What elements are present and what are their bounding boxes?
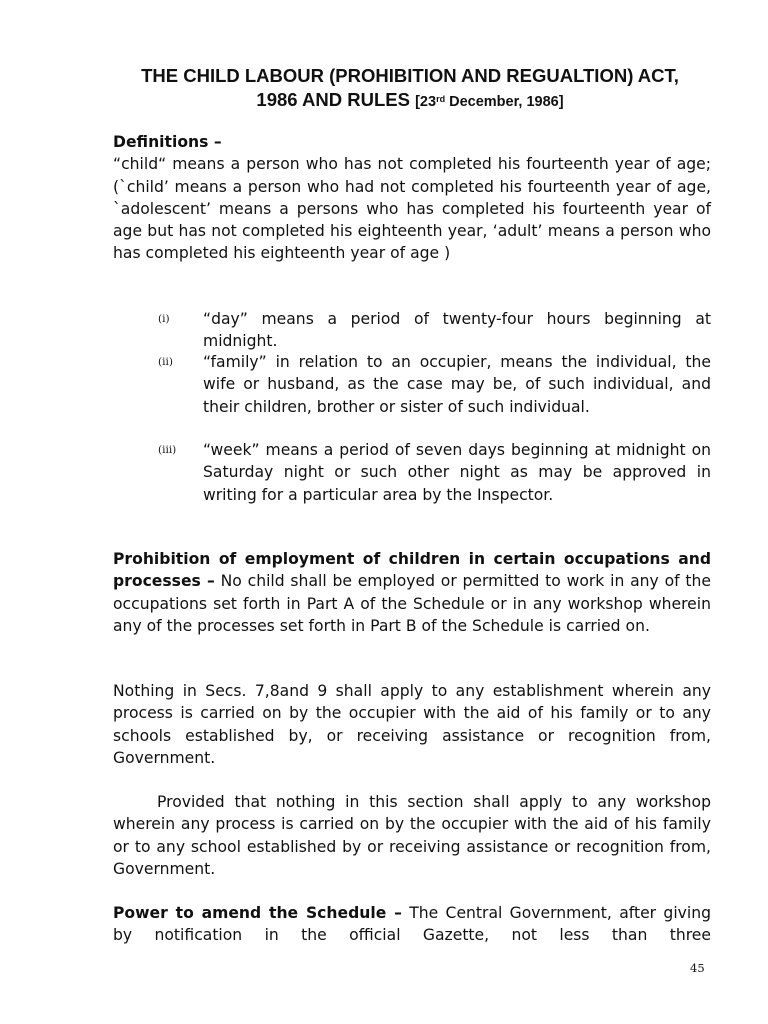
definitions-heading: Definitions – <box>113 133 222 151</box>
title-line-2 <box>100 88 720 114</box>
title-line-1: THE CHILD LABOUR (PROHIBITION AND REGUALTION) ACT, <box>141 65 679 86</box>
list-number: (ii) <box>158 356 173 368</box>
date-suffix: December, 1986] <box>445 94 564 110</box>
definitions-section <box>113 131 711 265</box>
nothing-paragraph: Nothing in Secs. 7,8and 9 shall apply to any establishment wherein any process is carried on by the occupier with the aid of his family or to any schools established by, or receiving assistance or recognition from, Government. <box>113 682 711 767</box>
date-prefix: [23 <box>415 94 437 110</box>
prohibition-heading: Prohibition of employment of children in certain occupations and processes – <box>113 550 711 591</box>
provided-text: Provided that nothing in this section shall apply to any workshop wherein any process is carried on by the occupier with the aid of his family or to any school established by or receiving assistance or recognition from, Government. <box>113 793 711 878</box>
list-text: “family” in relation to an occupier, means the individual, the wife or husband, as the case may be, of such individual, and their children, brother or sister of such individual. <box>203 353 711 416</box>
definitions-paragraph: “child“ means a person who has not completed his fourteenth year of age; (`child’ means a person who had not completed his fourteenth year of age, `adolescent’ means a persons who has completed his fourteenth year of age but has not completed his eighteenth year, ‘adult’ means a person who has completed his eighteenth year of age ) <box>113 155 711 263</box>
provided-paragraph <box>113 791 711 880</box>
prohibition-text: No child shall be employed or permitted to work in any of the occupations set forth in Part A of the Schedule or in any workshop wherein any of the processes set forth in Part B of the Schedule is carried on. <box>113 572 711 635</box>
list-number: (i) <box>158 313 170 325</box>
title-act-year: 1986 AND RULES <box>256 89 410 110</box>
page-number: 45 <box>690 961 705 975</box>
document-title <box>100 64 720 114</box>
power-heading: Power to amend the Schedule – <box>113 904 402 922</box>
list-number: (iii) <box>158 444 177 456</box>
title-date <box>415 94 563 110</box>
power-paragraph <box>113 902 711 947</box>
list-text: “week” means a period of seven days beginning at midnight on Saturday night or such other night as may be approved in writing for a particular area by the Inspector. <box>203 441 711 504</box>
date-sup: rd <box>436 94 446 104</box>
power-text: The Central Government, after giving by notification in the official Gazette, not less than three <box>113 904 711 945</box>
prohibition-paragraph <box>113 548 711 637</box>
list-text: “day” means a period of twenty-four hours beginning at midnight. <box>203 310 711 351</box>
